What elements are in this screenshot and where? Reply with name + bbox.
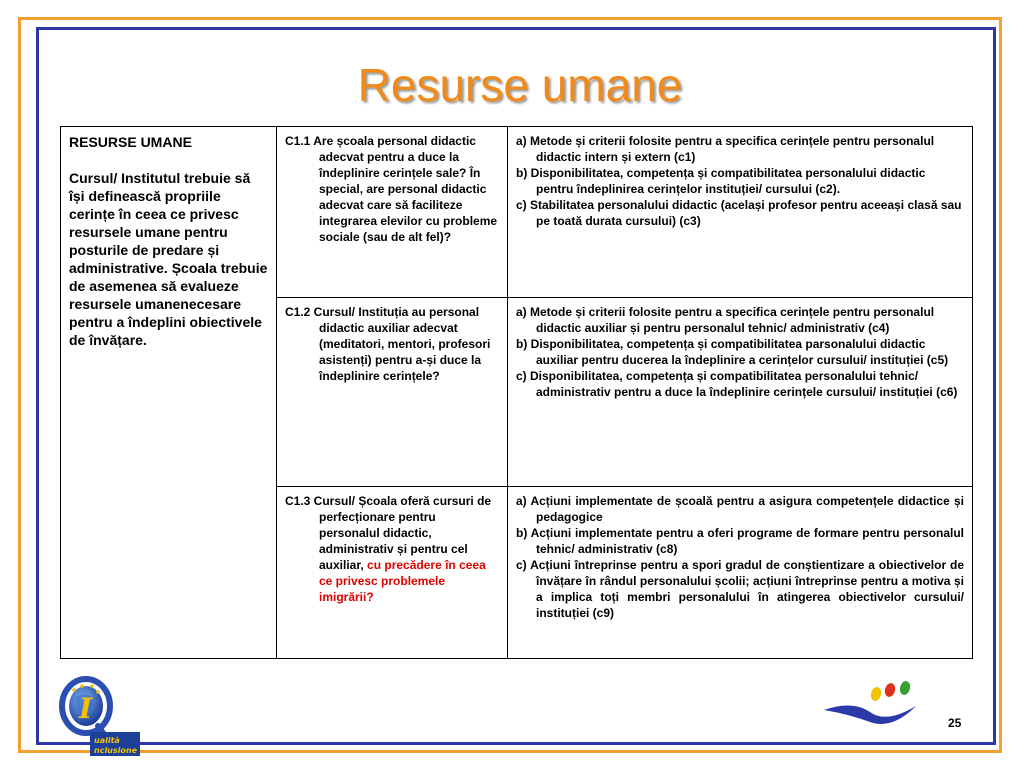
indicators-cell [508, 298, 973, 487]
criterion-text: C1.1 Are școala personal didactic adecvat pentru a duce la îndeplinire cerințele sale? În special, are personal didactic adecvat care să faciliteze integrarea elevilor cu probleme sociale (sau de alt fel)? [285, 134, 498, 244]
svg-text:I: I [79, 692, 93, 725]
criterion-text: C1.2 Cursul/ Instituția au personal didactic auxiliar adecvat (meditatori, mentori, profesori asistenți) pentru a-și duce la îndeplinire cerințele? [285, 305, 491, 383]
indicator-item: a) Metode și criterii folosite pentru a specifica cerințele pentru personalul didactic auxiliar și pentru personalul tehnic/ administrativ (c4) [516, 305, 935, 335]
criterion-text-main: C1.3 Cursul/ Școala oferă cursuri de perfecționare pentru personalul didactic, administrativ și pentru cel auxiliar, [285, 494, 492, 572]
table-row [61, 127, 973, 298]
indicators-cell [508, 487, 973, 659]
qualita-inclusione-logo [52, 676, 144, 758]
criterion-text-highlight: cu precădere în ceea ce privesc problemele imigrării? [319, 558, 486, 604]
criterion-text [285, 493, 499, 605]
indicator-item: b) Acțiuni implementate pentru a oferi programe de formare pentru personalul tehnic/ administrativ (c8) [516, 526, 964, 556]
criterion-cell [277, 298, 508, 487]
indicator-item: a) Metode și criterii folosite pentru a specifica cerințele pentru personalul didactic intern și extern (c1) [516, 134, 935, 164]
indicator-item: c) Acțiuni întreprinse pentru a spori gradul de conștientizare a obiectivelor de învățare în rândul personalului școlii; acțiuni întreprinse pentru a motiva și a implica toți membri personalului în atingerea obiectivelor cursului/ instituției (c9) [516, 558, 964, 620]
resources-cell [61, 127, 277, 659]
page-number: 25 [948, 716, 962, 730]
slide-title: Resurse umane [357, 59, 683, 111]
resources-heading: RESURSE UMANE [69, 134, 192, 150]
logo-text-inclusion: nclusione [94, 746, 137, 755]
indicator-item: a) Acțiuni implementate de școală pentru a asigura competențele didactice și pedagogice [516, 494, 964, 524]
indicators-cell [508, 127, 973, 298]
criteria-table [60, 126, 973, 659]
indicator-item: b) Disponibilitatea, competența și compatibilitatea parsonalului didactic auxiliar pentru ducerea la îndeplinire a cerințelor cursului/ instituției (c5) [516, 337, 949, 367]
indicator-item: c) Disponibilitatea, competența și compatibilitatea personalului tehnic/ administrativ pentru a duce la îndeplinire cerințele cursului/ instituției (c6) [516, 369, 958, 399]
resources-description: Cursul/ Institutul trebuie să își definească propriile cerințe în ceea ce privesc resursele umane pentru posturile de predare și administrative. Școala trebuie de asemenea să evalueze resursele umanenecesare pentru a îndeplini obiectivele de învățare. [69, 170, 268, 348]
indicator-item: b) Disponibilitatea, competența și compatibilitatea personalului didactic pentru îndeplinirea cerințelor instituției/ cursului (c2). [516, 166, 926, 196]
indicator-item: c) Stabilitatea personalului didactic (același profesor pentru aceeași clasă sau pe toată durata cursului) (c3) [516, 198, 962, 228]
logo-text-quality: ualità [94, 736, 120, 745]
criterion-cell [277, 487, 508, 659]
criterion-cell [277, 127, 508, 298]
eu-programme-logo [822, 680, 918, 732]
